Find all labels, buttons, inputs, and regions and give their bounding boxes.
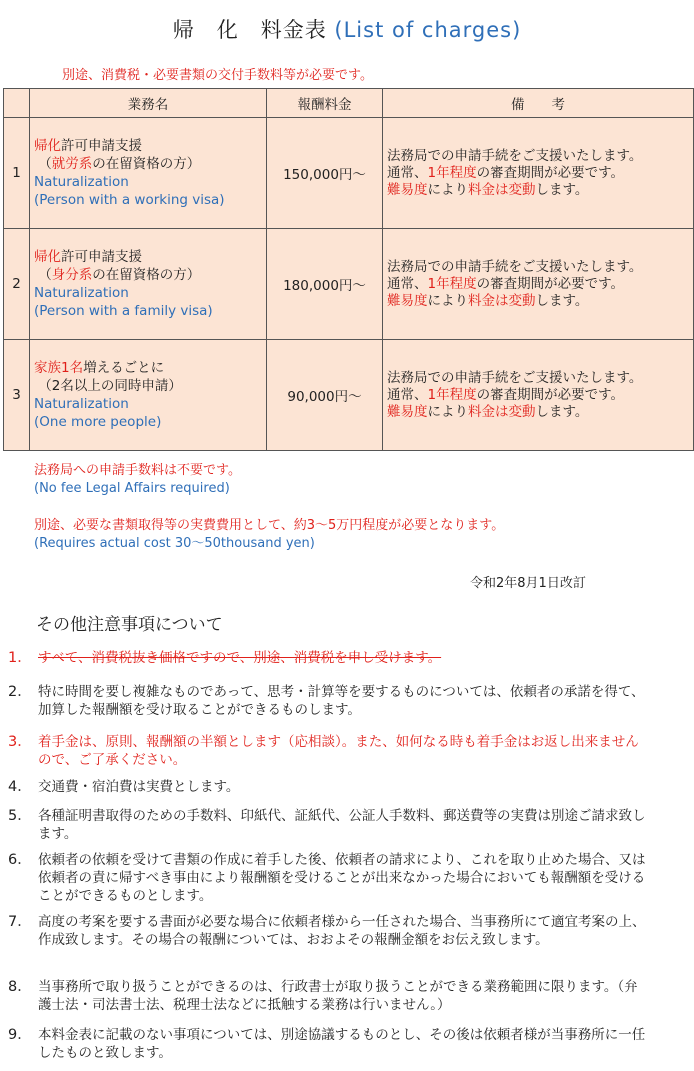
no-fee-note-jp: 法務局への申請手数料は不要です。 (34, 463, 241, 478)
row-number: 2 (4, 229, 30, 340)
table-row (4, 229, 694, 340)
row-number: 3 (4, 340, 30, 451)
item-number: 8． (8, 979, 32, 995)
list-item (8, 913, 648, 949)
item-text: 特に時間を要し複雑なものであって、思考・計算等を要するものについては、依頼者の承諾を得て、加算した報酬額を受け取ることができるものします。 (38, 684, 645, 718)
list-item (8, 683, 648, 719)
service-cell: 帰化許可申請支援 （就労系の在留資格の方） Naturalization (Person with a working visa) (30, 118, 267, 229)
charges-table (3, 88, 694, 451)
item-number: 1． (8, 650, 32, 666)
list-item (8, 1026, 648, 1062)
item-text: 高度の考案を要する書面が必要な場合に依頼者様から一任された場合、当事務所にて適宜考案の上、作成致します。その場合の報酬については、おおよその報酬金額をお伝え致します。 (38, 914, 646, 948)
fee-cell: 180,000円～ (267, 229, 383, 340)
service-cell: 帰化許可申請支援 （身分系の在留資格の方） Naturalization (Person with a family visa) (30, 229, 267, 340)
list-item (8, 851, 648, 905)
service-cell: 家族1名増えるごとに （2名以上の同時申請） Naturalization (One more people) (30, 340, 267, 451)
top-note: 別途、消費税・必要書類の交付手数料等が必要です。 (62, 68, 373, 83)
header-service: 業務名 (30, 89, 267, 118)
item-number: 7． (8, 914, 32, 930)
fee-cell: 90,000円～ (267, 340, 383, 451)
header-remarks: 備 考 (383, 89, 694, 118)
item-text: 交通費・宿泊費は実費とします。 (38, 779, 240, 795)
item-number: 3． (8, 734, 32, 750)
item-number: 4． (8, 779, 32, 795)
item-text: 各種証明書取得のための手数料、印紙代、証紙代、公証人手数料、郵送費等の実費は別途ご請求致します。 (38, 808, 646, 842)
actual-cost-note-jp: 別途、必要な書類取得等の実費費用として、約3～5万円程度が必要となります。 (34, 518, 505, 533)
item-text: すべて、消費税抜き価格ですので、別途、消費税を申し受けます。 (38, 650, 442, 666)
list-item (8, 733, 648, 769)
item-text: 依頼者の依頼を受けて書類の作成に着手した後、依頼者の請求により、これを取り止めた場合、又は依頼者の責に帰すべき事由により報酬額を受けることが出来なかった場合においても報酬額を受けることができるものとします。 (38, 852, 646, 904)
row-number: 1 (4, 118, 30, 229)
list-item (8, 778, 648, 796)
page-title (0, 14, 694, 44)
item-text: 着手金は、原則、報酬額の半額とします（応相談）。また、如何なる時も着手金はお返し出来ませんので、ご了承ください。 (38, 734, 639, 768)
item-number: 6． (8, 852, 32, 868)
title-jp: 帰 化 料金表 (172, 18, 327, 42)
no-fee-note-en: (No fee Legal Affairs required) (34, 481, 230, 496)
remarks-cell: 法務局での申請手続をご支援いたします。 通常、1年程度の審査期間が必要です。 難易度により料金は変動します。 (383, 229, 694, 340)
list-item (8, 807, 648, 843)
header-blank (4, 89, 30, 118)
table-header-row (4, 89, 694, 118)
table-row (4, 340, 694, 451)
item-text: 本料金表に記載のない事項については、別途協議するものとし、その後は依頼者様が当事務所に一任したものと致します。 (38, 1027, 646, 1061)
fee-cell: 150,000円～ (267, 118, 383, 229)
title-en: (List of charges) (334, 18, 522, 42)
other-notes-title: その他注意事項について (36, 615, 223, 635)
item-text: 当事務所で取り扱うことができるのは、行政書士が取り扱うことができる業務範囲に限ります。（弁護士法・司法書士法、税理士法などに抵触する業務は行いません。） (38, 979, 638, 1013)
table-row (4, 118, 694, 229)
actual-cost-note-en: (Requires actual cost 30～50thousand yen) (34, 536, 315, 551)
list-item (8, 978, 648, 1014)
item-number: 9． (8, 1027, 32, 1043)
item-number: 2． (8, 684, 32, 700)
header-fee: 報酬料金 (267, 89, 383, 118)
revised-date: 令和2年8月1日改訂 (470, 576, 586, 591)
list-item (8, 649, 648, 667)
remarks-cell: 法務局での申請手続をご支援いたします。 通常、1年程度の審査期間が必要です。 難易度により料金は変動します。 (383, 118, 694, 229)
remarks-cell: 法務局での申請手続をご支援いたします。 通常、1年程度の審査期間が必要です。 難易度により料金は変動します。 (383, 340, 694, 451)
item-number: 5． (8, 808, 32, 824)
